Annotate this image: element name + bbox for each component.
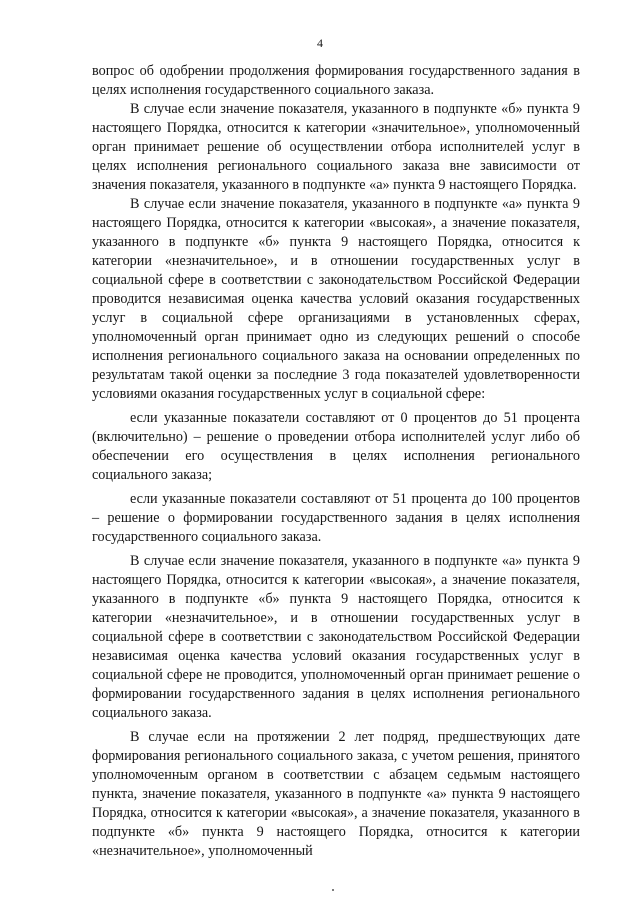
paragraph: В случае если на протяжении 2 лет подряд, предшествующих дате формирования регионального социального заказа, с учетом решения, принятого уполномоченным органом в соответствии с абзацем седьмым настоящего пункта, значение показателя, указанного в подпункте «а» пункта 9 настоящего Порядка, относится к категории «высокая», а значение показателя, указанного в подпункте «б» пункта 9 настоящего Порядка, относится к категории «незначительное», уполномоченный (92, 729, 580, 859)
paragraph: если указанные показатели составляют от 51 процента до 100 процентов – решение о формировании государственного задания в целях исполнения государственного социального заказа. (92, 491, 580, 545)
scan-speck (332, 889, 334, 891)
paragraph-continuation: вопрос об одобрении продолжения формирования государственного задания в целях исполнения государственного социального заказа. (92, 63, 580, 98)
paragraph: В случае если значение показателя, указанного в подпункте «б» пункта 9 настоящего Порядка, относится к категории «значительное», уполномоченный орган принимает решение об осуществлении отбора исполнителей услуг в целях исполнения регионального социального заказа вне зависимости от значения показателя, указанного в подпункте «а» пункта 9 настоящего Порядка. (92, 101, 580, 193)
paragraph: если указанные показатели составляют от 0 процентов до 51 процента (включительно) – решение о проведении отбора исполнителей услуг либо об обеспечении его осуществления в целях исполнения регионального социального заказа; (92, 410, 580, 483)
paragraph: В случае если значение показателя, указанного в подпункте «а» пункта 9 настоящего Порядка, относится к категории «высокая», а значение показателя, указанного в подпункте «б» пункта 9 настоящего Порядка, относится к категории «незначительное», и в отношении государственных услуг в социальной сфере в соответствии с законодательством Российской Федерации независимая оценка качества условий оказания государственных услуг в социальной сфере не проводится, уполномоченный орган принимает решение о формировании государственного задания в целях исполнения регионального социального заказа. (92, 553, 580, 721)
document-body (92, 62, 580, 861)
paragraph: В случае если значение показателя, указанного в подпункте «а» пункта 9 настоящего Порядка, относится к категории «высокая», а значение показателя, указанного в подпункте «б» пункта 9 настоящего Порядка, относится к категории «незначительное», и в отношении государственных услуг в социальной сфере в соответствии с законодательством Российской Федерации проводится независимая оценка качества условий оказания государственных услуг в социальной сфере организациями в установленных сферах, уполномоченный орган принимает одно из следующих решений о способе исполнения регионального социального заказа на основании определенных по результатам такой оценки за последние 3 года показателей удовлетворенности условиями оказания государственных услуг в социальной сфере: (92, 196, 580, 402)
page-number: 4 (317, 36, 323, 50)
